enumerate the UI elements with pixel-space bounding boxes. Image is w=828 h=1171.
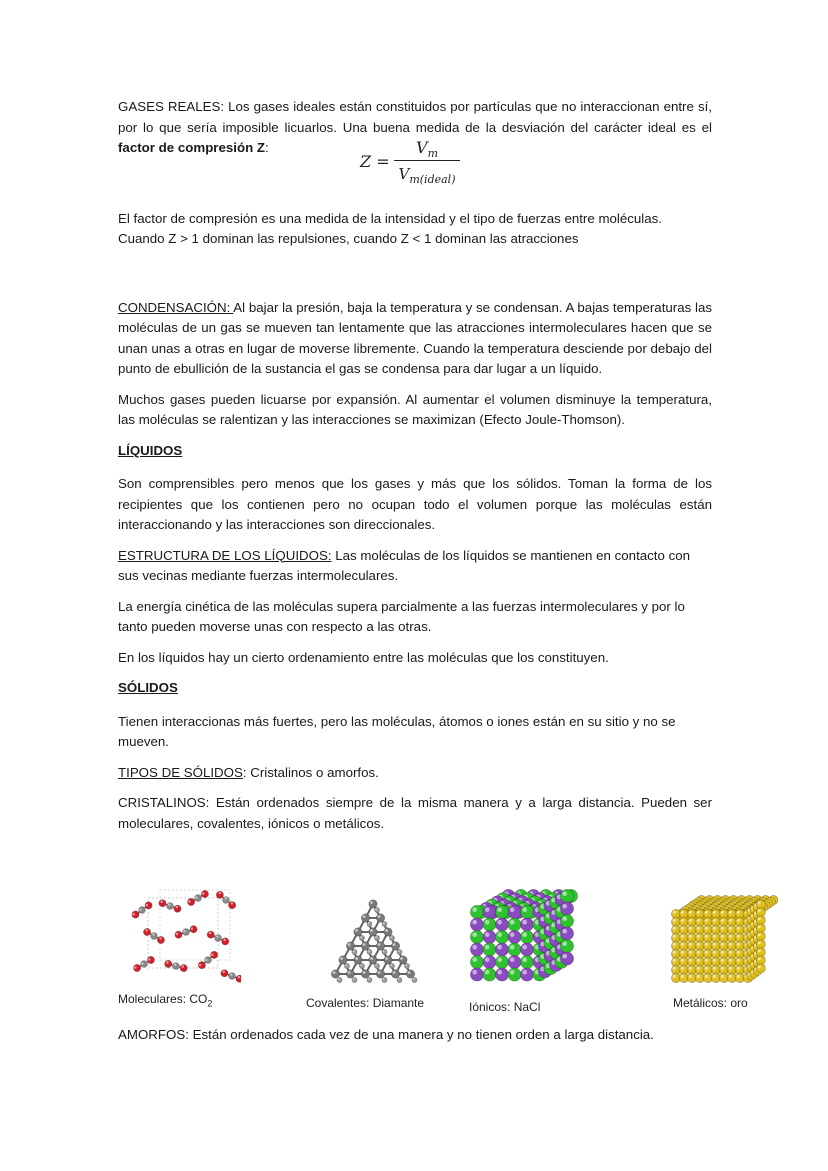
solidos-paragraph: Tienen interaccionas más fuertes, pero las moléculas, átomos o iones están en su sitio y no se mueven. [118, 713, 676, 749]
energia-cinetica-paragraph: La energía cinética de las moléculas supera parcialmente a las fuerzas intermoleculares y por lo tanto pueden moverse unas con respecto a las otras. [118, 598, 685, 634]
factor-compresion-term: factor de compresión Z [118, 140, 266, 155]
formula-numerator: $V_m$ [416, 138, 438, 161]
joule-thomson-paragraph: Muchos gases pueden licuarse por expansión. Al aumentar el volumen disminuye la temperatura, las moléculas se ralentizan y las interacciones se maximizan (Efecto Joule-Thomson). [118, 391, 712, 427]
caption-covalentes: Covalentes: Diamante [306, 996, 425, 1010]
estructura-liquidos-label: ESTRUCTURA DE LOS LÍQUIDOS: [118, 547, 332, 563]
gold-metallic-crystal-image [668, 892, 778, 986]
ordenamiento-paragraph: En los líquidos hay un cierto ordenamiento entre las moléculas que los constituyen. [118, 649, 609, 665]
estructura-liquidos-paragraph: ESTRUCTURA DE LOS LÍQUIDOS: Las moléculas de los líquidos se mantienen en contacto con sus vecinas mediante fuerzas intermoleculares. [118, 547, 691, 583]
tipos-solidos-label: TIPOS DE SÓLIDOS [118, 764, 243, 780]
caption-ionicos: Iónicos: NaCl [469, 1000, 541, 1014]
condensacion-label: CONDENSACIÓN: [118, 299, 234, 315]
tipos-solidos-paragraph: TIPOS DE SÓLIDOS: Cristalinos o amorfos. [118, 764, 379, 780]
formula-lhs: Z = [360, 152, 390, 171]
condensacion-paragraph: CONDENSACIÓN: Al bajar la presión, baja la temperatura y se condensan. A bajas temperaturas las moléculas de un gas se mueven tan lentamente que las atracciones intermoleculares hacen que se unan unas a otras en lugar de moverse libremente. Cuando la temperatura desciende por debajo del punto de ebullición de la sustancia el gas se condensa para dar lugar a un líquido. [118, 299, 712, 376]
cristalinos-paragraph: CRISTALINOS: Están ordenados siempre de la misma manera y a larga distancia. Pueden ser moleculares, covalentes, iónicos o metálicos. [118, 795, 712, 831]
formula-denominator: $V_{m(ideal)}$ [398, 165, 456, 186]
gases-reales-paragraph: GASES REALES: Los gases ideales están constituidos por partículas que no interaccionan entre sí, por lo que sería imposible licuarlos. Una buena medida de la desviación del carácter ideal es el factor de compresión Z: [118, 99, 712, 155]
amorfos-paragraph: AMORFOS: Están ordenados cada vez de una manera y no tienen orden a larga distancia. [118, 1027, 654, 1042]
diamond-covalent-crystal-image [323, 894, 423, 992]
nacl-ionic-crystal-image [463, 888, 581, 992]
solidos-heading: SÓLIDOS [118, 680, 178, 695]
document-body [118, 97, 712, 844]
compression-factor-explanation: El factor de compresión es una medida de la intensidad y el tipo de fuerzas entre moléculas. Cuando Z > 1 dominan las repulsiones, cuando Z < 1 dominan las atracciones [118, 210, 663, 246]
liquidos-heading: LÍQUIDOS [118, 442, 183, 458]
crystal-images-row [118, 886, 778, 1016]
gases-reales-section [118, 97, 712, 250]
caption-metalicos: Metálicos: oro [673, 996, 748, 1010]
liquidos-paragraph: Son comprensibles pero menos que los gases y más que los sólidos. Toman la forma de los recipientes que los contienen pero no ocupan todo el volumen porque las moléculas están interaccionando y las interacciones son direccionales. [118, 476, 712, 532]
co2-molecular-crystal-image [126, 886, 241, 986]
formula-fraction [394, 138, 460, 184]
caption-moleculares: Moleculares: $CO_2$ [118, 992, 213, 1009]
